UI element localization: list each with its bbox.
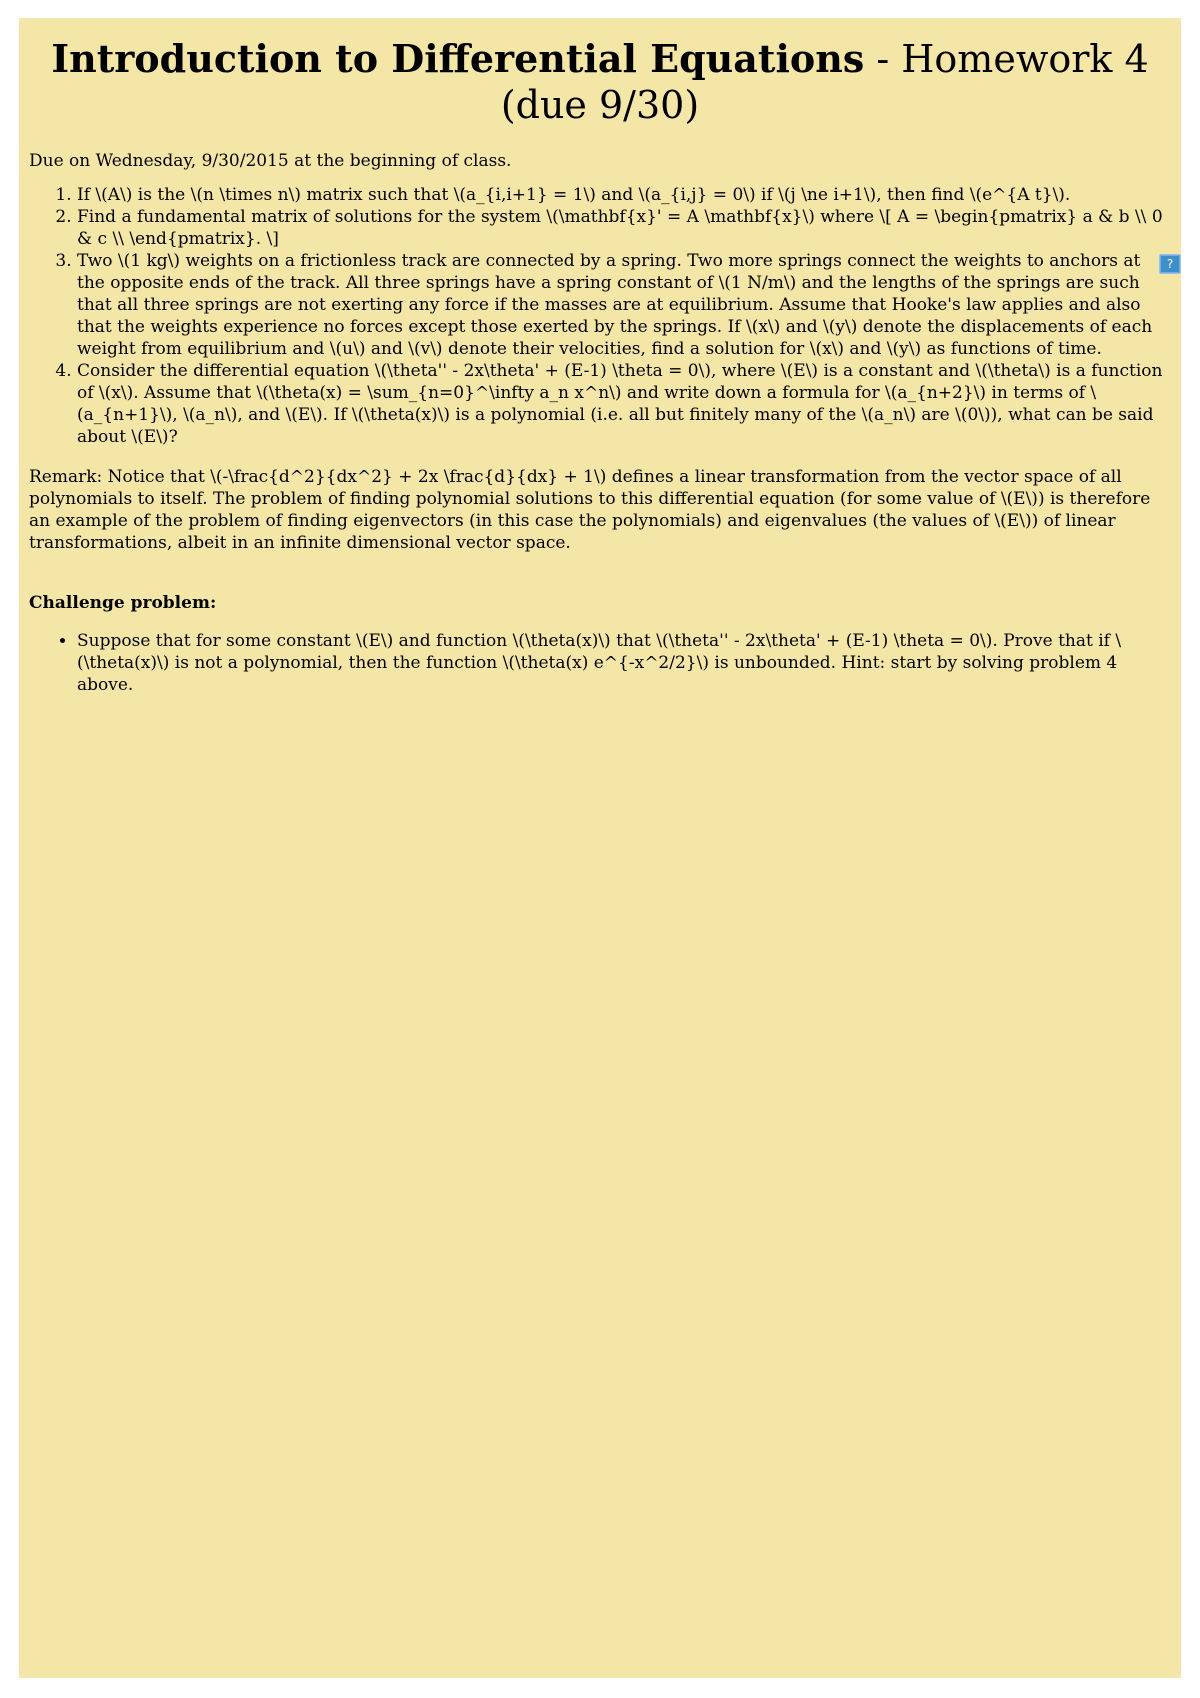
problem-2: 2. Find a fundamental matrix of solutions for the system \(\mathbf{x}' = A \mathbf{x}\) where \[ A = \begin{pmatrix} a & b \\ 0 & c \\ \end{pmatrix}. \] xyxy=(77,206,1171,250)
remark-paragraph: Remark: Notice that \(-\frac{d^2}{dx^2} + 2x \frac{d}{dx} + 1\) defines a linear transformation from the vector space of all polynomials to itself. The problem of finding polynomial solutions to this differential equation (for some value of \(E\)) is therefore an example of the problem of finding eigenvectors (in this case the polynomials) and eigenvalues (the values of \(E\)) of linear transformations, albeit in an infinite dimensional vector space. xyxy=(29,467,1151,553)
due-date-text: Due on Wednesday, 9/30/2015 at the beginning of class. xyxy=(29,151,512,171)
page xyxy=(19,18,1181,1678)
problem-3-text: Two \(1 kg\) weights on a frictionless track are connected by a spring. Two more springs connect the weights to anchors at the opposite ends of the track. All three springs have a spring constant of \(1 N/m\) and the lengths of the springs are such that all three springs are not exerting any force if the masses are at equilibrium. Assume that Hooke's law applies and also that the weights experience no forces except those exerted by the springs. If \(x\) and \(y\) denote the displacements of each weight from equilibrium and \(u\) and \(v\) denote their velocities, find a solution for \(x\) and \(y\) as functions of time. xyxy=(77,251,1153,359)
problem-3 xyxy=(77,250,1174,360)
challenge-heading: Challenge problem: xyxy=(29,593,217,613)
page-title xyxy=(29,36,1171,128)
homework-label: - Homework 4 (due 9/30) xyxy=(500,37,1149,127)
course-title: Introduction to Differential Equations xyxy=(51,36,865,81)
help-icon[interactable]: ? xyxy=(1159,254,1181,274)
problem-1: 1. If \(A\) is the \(n \times n\) matrix such that \(a_{i,i+1} = 1\) and \(a_{i,j} = 0\) if \(j \ne i+1\), then find \(e^{A t}\). xyxy=(77,184,1171,206)
challenge-list xyxy=(29,630,1171,696)
challenge-item: • Suppose that for some constant \(E\) and function \(\theta(x)\) that \(\theta'' - 2x\theta' + (E-1) \theta = 0\). Prove that if \(\theta(x)\) is not a polynomial, then the function \(\theta(x) e^{-x^2/2}\) is unbounded. Hint: start by solving problem 4 above. xyxy=(77,630,1171,696)
problem-4: 4. Consider the differential equation \(\theta'' - 2x\theta' + (E-1) \theta = 0\), where \(E\) is a constant and \(\theta\) is a function of \(x\). Assume that \(\theta(x) = \sum_{n=0}^\infty a_n x^n\) and write down a formula for \(a_{n+2}\) in terms of \(a_{n+1}\), \(a_n\), and \(E\). If \(\theta(x)\) is a polynomial (i.e. all but finitely many of the \(a_n\) are \(0\)), what can be said about \(E\)? xyxy=(77,360,1171,448)
problem-list xyxy=(29,184,1174,448)
